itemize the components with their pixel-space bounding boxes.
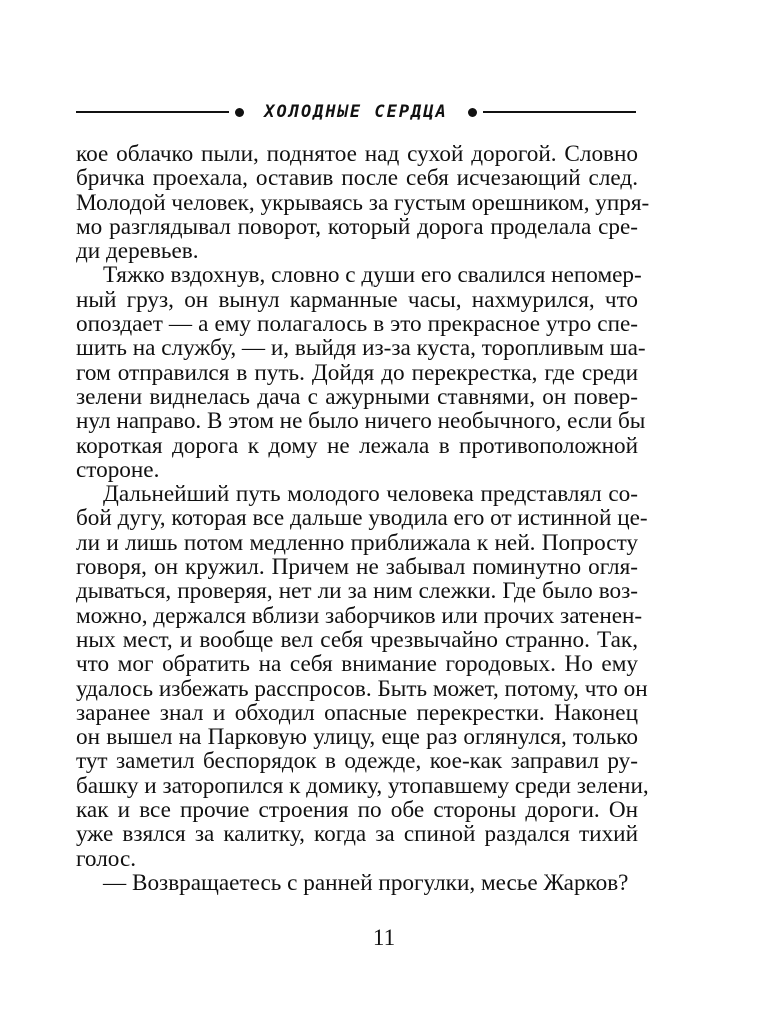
page-number: 11 [372,925,396,950]
text-line: кое облачко пыли, поднятое над сухой дорогой. Словно [76,141,638,167]
text-line: мо разглядывал поворот, который дорога проделала сре- [76,213,638,240]
text-line: короткая дорога к дому не лежала в противоположной [76,432,638,459]
header-dot-left [235,108,244,117]
text-line: Дальнейший путь молодого человека представлял со- [103,481,638,508]
text-line: Молодой человек, укрываясь за густым орешником, упря- [76,189,650,216]
text-line: что мог обратить на себя внимание городовых. Но ему [76,651,638,678]
header-rule-left [76,111,229,113]
text-line: можно, держался вблизи заборчиков или прочих затенен- [76,602,643,629]
paragraph [76,481,649,872]
text-line: ных мест, и вообще вел себя чрезвычайно странно. Так, [76,626,638,653]
running-title: ХОЛОДНЫЕ СЕРДЦА [264,102,448,122]
text-line: бой дугу, которая все дальше уводила его от истинной це- [76,505,648,532]
paragraph [76,871,638,895]
body-text [76,141,650,896]
text-line: опоздает — а ему полагалось в это прекрасное утро спе- [76,311,638,338]
text-line: заранее знал и обходил опасные перекрестки. Наконец [76,699,638,726]
text-line: ли и лишь потом медленно приближала к ней. Попросту [76,529,638,556]
text-line: башку и заторопился к домику, утопавшему среди зелени, [76,772,649,799]
text-line: как и все прочие строения по обе стороны дороги. Он [76,797,638,824]
text-line: зелени виднелась дача с ажурными ставнями, он повер- [76,383,638,410]
text-line: стороне. [76,456,160,483]
header-dot-right [468,108,477,117]
text-line: шить на службу, — и, выйдя из-за куста, торопливым ша- [76,335,646,362]
header-rule-right [483,111,636,113]
text-line: тут заметил беспорядок в одежде, кое-как заправил ру- [76,748,638,775]
text-line: Тяжко вздохнув, словно с души его свалился непомер- [103,262,642,289]
text-line: говоря, он кружил. Причем не забывал поминутно огля- [76,554,638,581]
paragraph [76,141,650,265]
text-line: он вышел на Парковую улицу, еще раз оглянулся, только [76,724,638,751]
text-line: ный груз, он вынул карманные часы, нахмурился, что [76,286,638,313]
text-line: гом отправился в путь. Дойдя до перекрестка, где среди [76,359,638,386]
text-line: нул направо. В этом не было ничего необычного, если бы [76,408,646,435]
text-line: — Возвращаетесь с ранней прогулки, месье Жарков? [103,869,629,896]
text-line: уже взялся за калитку, когда за спиной раздался тихий [76,821,638,848]
text-line: бричка проехала, оставив после себя исчезающий след. [76,165,638,192]
text-line: дываться, проверяя, нет ли за ним слежки. Где было воз- [76,578,638,605]
running-header [76,95,636,129]
text-line: удалось избежать расспросов. Быть может, потому, что он [76,675,648,702]
paragraph [76,262,646,483]
text-line: голос. [76,845,137,872]
text-line: ди деревьев. [76,238,199,265]
